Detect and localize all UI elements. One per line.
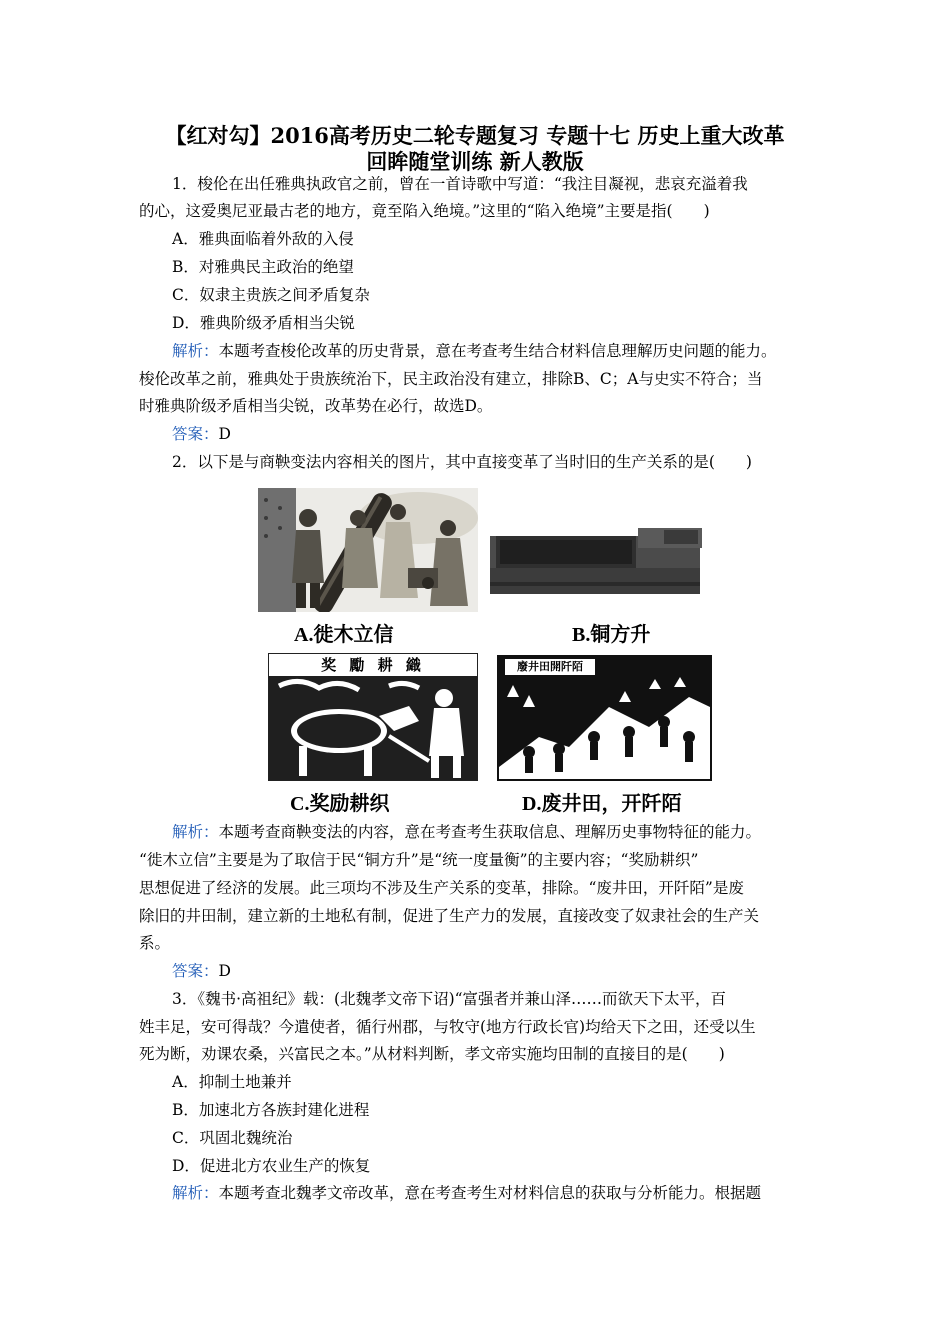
q3-stem-line2: 姓丰足，安可得哉？今遣使者，循行州郡，与牧守(地方行政长官)均给天下之田，还受以生 (139, 1018, 756, 1036)
image-b-caption: B.铜方升 (572, 624, 651, 646)
q1-analysis-label: 解析： (172, 342, 219, 360)
q1-option-d: D．雅典阶级矛盾相当尖锐 (172, 314, 355, 332)
image-farming-weaving (268, 653, 478, 781)
q3-option-c: C．巩固北魏统治 (172, 1129, 293, 1147)
q2-answer: 答案：D (172, 962, 231, 980)
q2-analysis-line2: “徙木立信”主要是为了取信于民“铜方升”是“统一度量衡”的主要内容；“奖励耕织” (139, 851, 699, 869)
q1-answer: 答案：D (172, 425, 231, 443)
q3-option-d: D．促进北方农业生产的恢复 (172, 1157, 371, 1175)
q2-analysis-line3: 思想促进了经济的发展。此三项均不涉及生产关系的变革，排除。“废井田，开阡陌”是废 (139, 879, 744, 897)
q1-analysis-line3: 时雅典阶级矛盾相当尖锐，改革势在必行，故选D。 (139, 397, 493, 415)
q2-answer-label: 答案： (172, 962, 219, 980)
q1-analysis-line2: 梭伦改革之前，雅典处于贵族统治下，民主政治没有建立，排除B、C；A与史实不符合；当 (139, 370, 763, 388)
q1-option-c: C．奴隶主贵族之间矛盾复杂 (172, 286, 370, 304)
q3-option-a: A．抑制土地兼并 (172, 1073, 292, 1091)
q3-option-b: B．加速北方各族封建化进程 (172, 1101, 370, 1119)
q2-analysis-line1: 解析：本题考查商鞅变法的内容，意在考查考生获取信息、理解历史事物特征的能力。 (172, 823, 762, 841)
q1-stem-line2: 的心，这爱奥尼亚最古老的地方，竟至陷入绝境。”这里的“陷入绝境”主要是指( ) (139, 202, 710, 220)
q1-analysis-line1: 解析：本题考查梭伦改革的历史背景，意在考查考生结合材料信息理解历史问题的能力。 (172, 342, 777, 360)
document-title-line1: 【红对勾】2016高考历史二轮专题复习 专题十七 历史上重大改革 (165, 123, 785, 148)
image-d-banner: 廢井田開阡陌 (505, 659, 595, 675)
q1-stem-line1: 1．梭伦在出任雅典执政官之前，曾在一首诗歌中写道：“我注目凝视，悲哀充溢着我 (172, 175, 748, 193)
q3-stem-line1: 3．《魏书·高祖纪》载：(北魏孝文帝下诏)“富强者并兼山泽……而欲天下太平，百 (172, 990, 727, 1008)
q3-analysis-line1: 解析：本题考查北魏孝文帝改革，意在考查考生对材料信息的获取与分析能力。根据题 (172, 1184, 762, 1202)
q1-option-a: A．雅典面临着外敌的入侵 (172, 230, 354, 248)
q3-stem-line3: 死为断，劝课农桑，兴富民之本。”从材料判断，孝文帝实施均田制的直接目的是( ) (139, 1045, 725, 1063)
q3-analysis-label: 解析： (172, 1184, 219, 1202)
image-abolish-well-field (497, 655, 712, 781)
document-title-line2: 回眸随堂训练 新人教版 (366, 149, 584, 174)
image-a-caption: A.徙木立信 (294, 624, 394, 646)
image-c-banner: 奖 勵 耕 織 (321, 656, 425, 674)
image-c-caption: C.奖励耕织 (290, 793, 390, 815)
q2-stem: 2．以下是与商鞅变法内容相关的图片，其中直接变革了当时旧的生产关系的是( ) (172, 453, 752, 471)
q2-analysis-line4: 除旧的井田制，建立新的土地私有制，促进了生产力的发展，直接改变了奴隶社会的生产关 (139, 907, 760, 925)
q1-answer-label: 答案： (172, 425, 219, 443)
image-moving-log (258, 488, 478, 612)
q2-analysis-line5: 系。 (139, 934, 171, 952)
image-d-caption: D.废井田，开阡陌 (522, 793, 682, 815)
image-bronze-measure (488, 522, 704, 598)
q1-option-b: B．对雅典民主政治的绝望 (172, 258, 354, 276)
q2-analysis-label: 解析： (172, 823, 219, 841)
